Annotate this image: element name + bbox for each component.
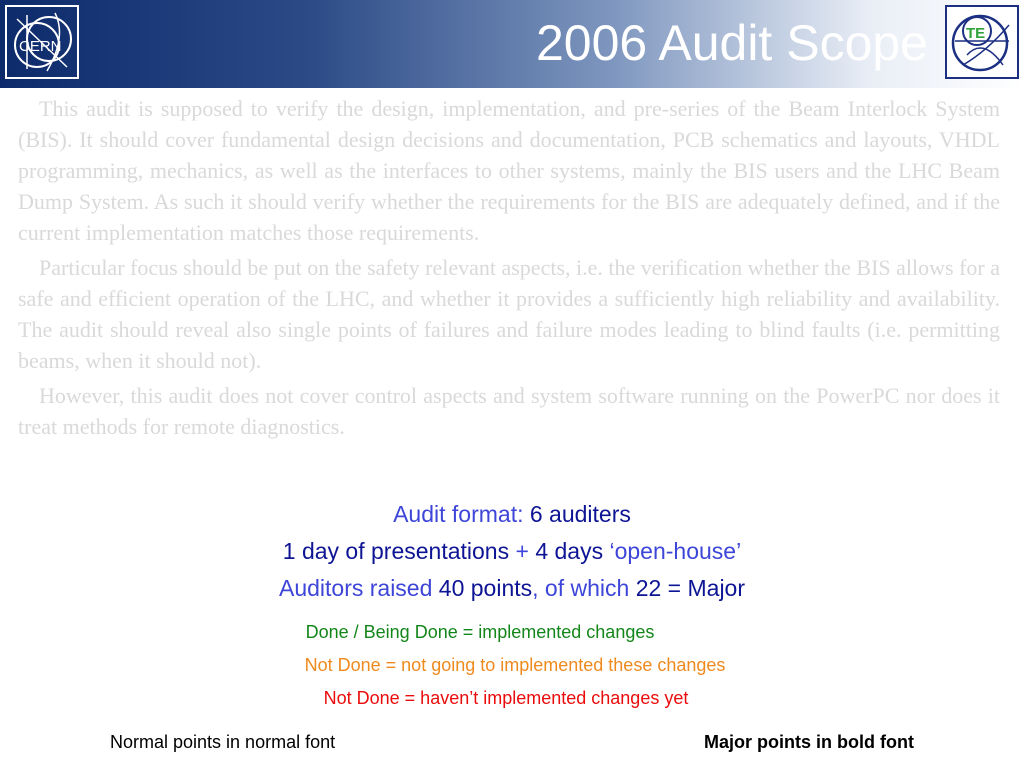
legend-bold-font: Major points in bold font bbox=[704, 732, 914, 752]
legend-done: Done / Being Done = implemented changes bbox=[305, 622, 655, 642]
open-house-days: 4 days bbox=[535, 538, 604, 564]
cern-logo-graphic bbox=[7, 7, 77, 77]
te-logo-text: TE bbox=[966, 25, 986, 42]
te-logo bbox=[945, 5, 1019, 79]
scope-paragraph-1: This audit is supposed to verify the design, implementation, and pre-series of the Beam Interlock System (BIS). It should cover fundamental design decisions and documentation, PCB schematics and layouts, VHDL programming, mechanics, as well as the interfaces to other systems, mainly the BIS users and the LHC Beam Dump System. As such it should verify whether the requirements for the BIS are adequately defined, and if the current implementation matches those requirements. bbox=[18, 96, 1000, 245]
presentation-days: 1 day of presentations bbox=[282, 538, 510, 564]
scope-paragraph-3: However, this audit does not cover control aspects and system software running on the PowerPC nor does it treat methods for remote diagnostics. bbox=[18, 383, 1000, 439]
points-raised-label: Auditors raised bbox=[278, 575, 433, 601]
te-logo-graphic bbox=[947, 7, 1017, 77]
audit-format-line bbox=[0, 500, 1024, 528]
legend-normal-font: Normal points in normal font bbox=[110, 732, 336, 752]
cern-logo-text: CERN bbox=[19, 38, 62, 55]
header-bar bbox=[0, 0, 1024, 88]
legend-not-yet: Not Done = haven’t implemented changes yet bbox=[323, 688, 689, 708]
legend-not-going: Not Done = not going to implemented these changes bbox=[304, 655, 726, 675]
audit-format-label: Audit format: bbox=[393, 501, 524, 527]
plus-sign: + bbox=[515, 538, 529, 564]
cern-logo bbox=[5, 5, 79, 79]
page-title: 2006 Audit Scope bbox=[536, 15, 928, 71]
open-house-label: ‘open-house’ bbox=[609, 538, 742, 564]
points-raised-value: 40 points bbox=[438, 575, 533, 601]
audit-points-line bbox=[0, 574, 1024, 602]
of-which-label: , of which bbox=[532, 575, 630, 601]
scope-description bbox=[18, 93, 1000, 446]
scope-paragraph-2: Particular focus should be put on the safety relevant aspects, i.e. the verification whether the BIS allows for a safe and efficient operation of the LHC, and whether it provides a sufficiently high reliability and availability. The audit should reveal also single points of failures and failure modes leading to blind faults (i.e. permitting beams, when it should not). bbox=[18, 255, 1000, 373]
audit-format-value: 6 auditers bbox=[529, 501, 631, 527]
audit-duration-line bbox=[0, 537, 1024, 565]
major-points-value: 22 = Major bbox=[635, 575, 746, 601]
